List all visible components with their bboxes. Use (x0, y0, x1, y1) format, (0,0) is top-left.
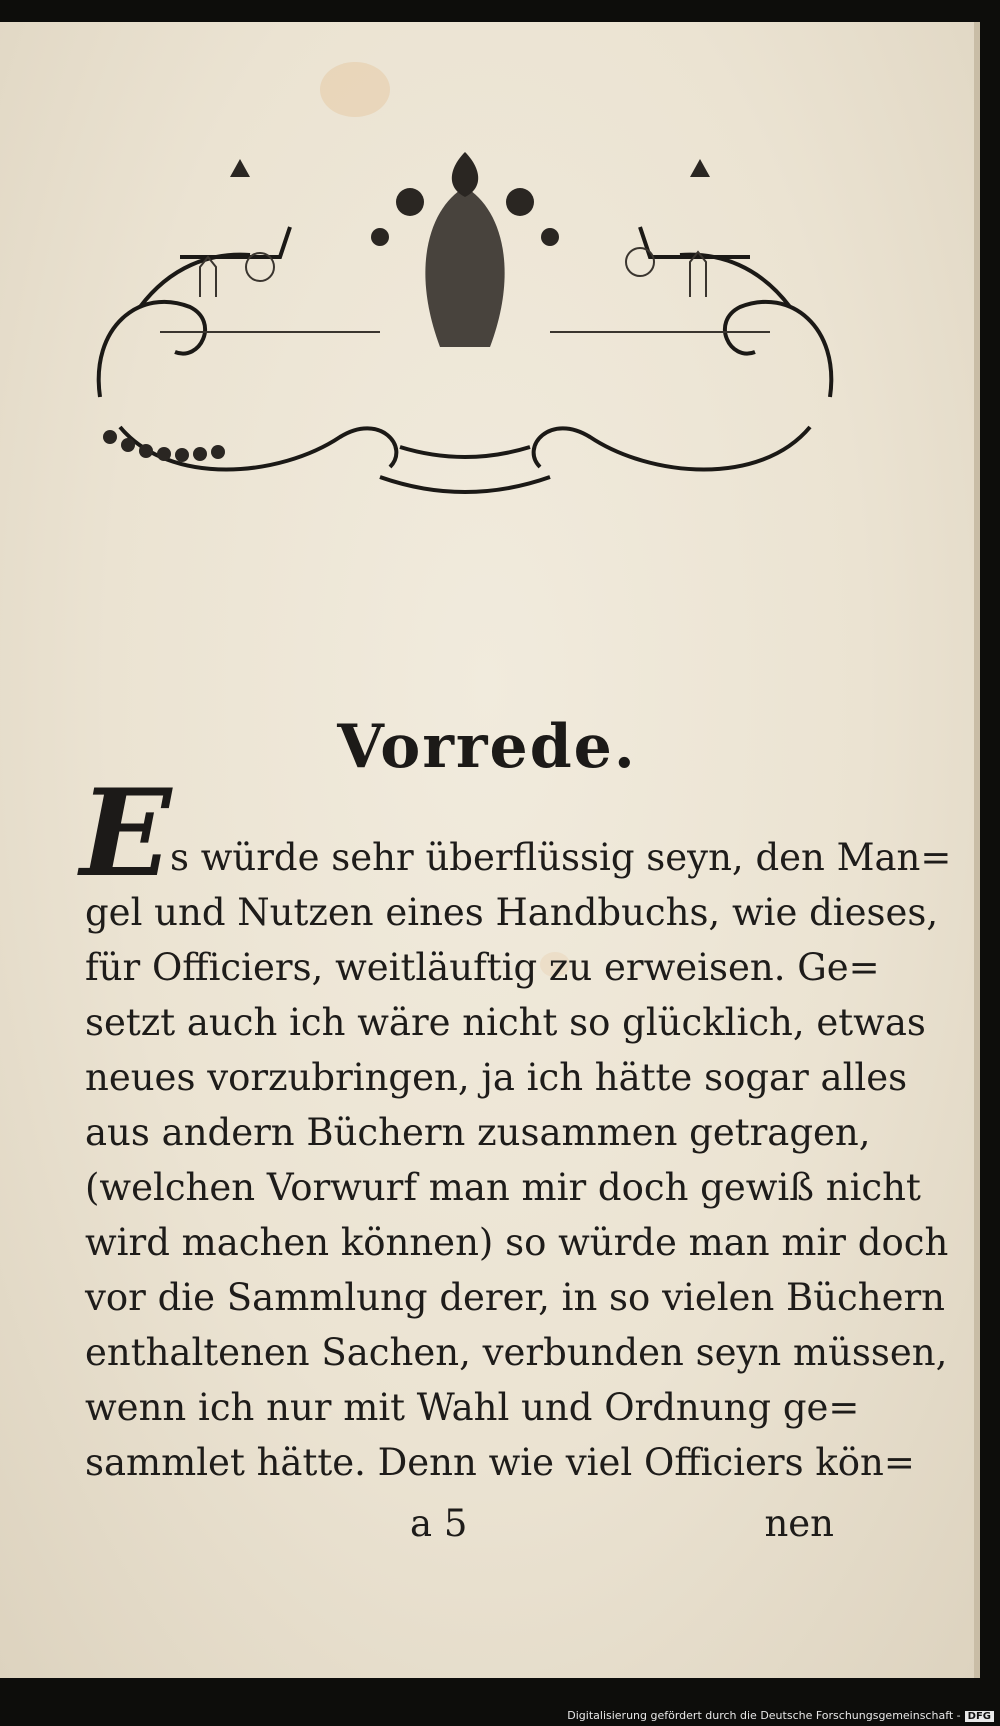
catchword: nen (764, 1502, 834, 1545)
text-line: (welchen Vorwurf man mir doch gewiß nicht (85, 1166, 921, 1209)
text-line: s würde sehr überflüssig seyn, den Man= (170, 836, 952, 879)
text-line: sammlet hätte. Denn wie viel Officiers kön= (85, 1441, 915, 1484)
signature-mark: a 5 (410, 1502, 468, 1545)
digitization-credit (567, 1709, 994, 1722)
text-line: für Officiers, weitläuftig zu erweisen. Ge= (85, 946, 880, 989)
page-title: Vorrede. (337, 712, 637, 782)
credit-text: Digitalisierung gefördert durch die Deutsche Forschungsgemeinschaft - (567, 1709, 961, 1722)
drop-cap: E (80, 763, 172, 904)
text-line: aus andern Büchern zusammen getragen, (85, 1111, 871, 1154)
paper-stain (320, 62, 390, 117)
body-text (85, 830, 952, 1490)
text-line: neues vorzubringen, ja ich hätte sogar alles (85, 1056, 908, 1099)
text-line: setzt auch ich wäre nicht so glücklich, etwas (85, 1001, 926, 1044)
text-line: gel und Nutzen eines Handbuchs, wie dieses, (85, 891, 939, 934)
text-line: vor die Sammlung derer, in so vielen Büchern (85, 1276, 946, 1319)
dfg-logo: DFG (965, 1711, 994, 1722)
page-footer (0, 1502, 974, 1562)
ornamental-vignette (80, 147, 850, 502)
book-page (0, 22, 980, 1678)
text-line: wenn ich nur mit Wahl und Ordnung ge= (85, 1386, 860, 1429)
text-line: enthaltenen Sachen, verbunden seyn müssen, (85, 1331, 948, 1374)
text-line: wird machen können) so würde man mir doch (85, 1221, 949, 1264)
